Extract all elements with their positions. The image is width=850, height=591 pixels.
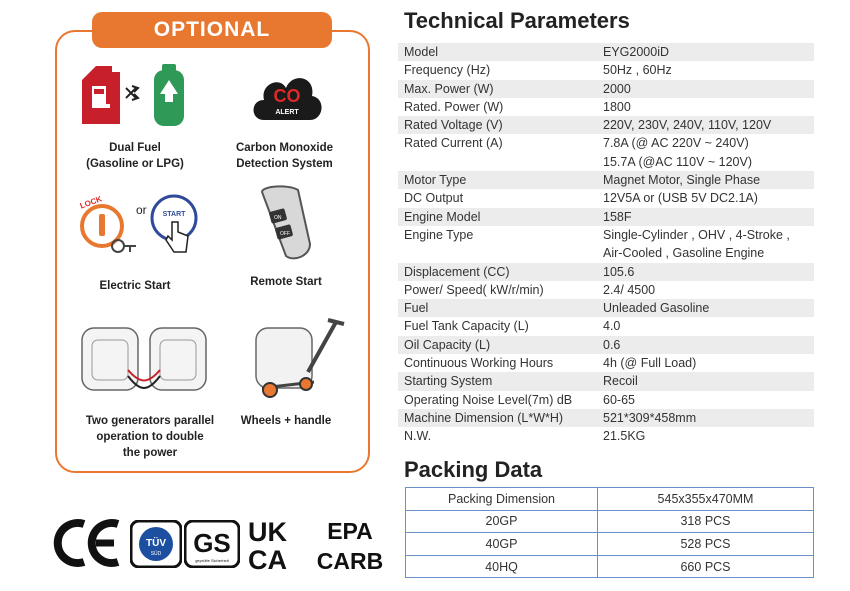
packing-value-cell: 528 PCS [598, 533, 814, 556]
packing-value-cell: 660 PCS [598, 555, 814, 578]
spec-row [398, 208, 814, 226]
spec-value: 1800 [603, 99, 631, 114]
ukca-text-uk: UK [248, 517, 287, 547]
packing-data-title: Packing Data [404, 457, 543, 482]
tech-params-title: Technical Parameters [404, 8, 630, 33]
spec-key: Rated Voltage (V) [404, 118, 503, 133]
spec-value: 220V, 230V, 240V, 110V, 120V [603, 118, 772, 133]
spec-value: 50Hz , 60Hz [603, 63, 672, 78]
spec-key: Model [404, 45, 439, 59]
start-text: START [162, 211, 186, 218]
spec-key [398, 153, 603, 171]
packing-value-cell: 318 PCS [598, 510, 814, 533]
feature-co-detection: Carbon Monoxide Detection System [235, 142, 334, 170]
spec-value: 60-65 [603, 392, 635, 407]
spec-value: 105.6 [603, 264, 635, 279]
spec-key: Rated. Power (W) [404, 99, 504, 114]
spec-value: 12V5A or (USB 5V DC2.1A) [603, 191, 758, 206]
spec-value: 15.7A (@AC 110V ~ 120V) [603, 154, 753, 169]
packing-label-cell: 40GP [406, 533, 598, 556]
spec-key: Motor Type [404, 173, 467, 188]
spec-row [398, 189, 814, 207]
gs-logo [184, 520, 240, 568]
spec-row [398, 153, 814, 171]
spec-table [398, 43, 814, 446]
spec-row [398, 134, 814, 152]
spec-key [398, 244, 603, 262]
spec-value: 158F [603, 209, 632, 224]
gs-text: GS [193, 528, 231, 558]
packing-label-cell: Packing Dimension [406, 488, 598, 511]
spec-value: Single-Cylinder , OHV , 4-Stroke , [603, 227, 790, 242]
remote-key-off: OFF [280, 231, 290, 237]
spec-value: EYG2000iD [603, 45, 670, 59]
spec-row [398, 244, 814, 262]
spec-key: Operating Noise Level(7m) dB [404, 392, 573, 407]
packing-row [406, 488, 814, 511]
spec-key: Fuel [404, 301, 429, 316]
electric-start-icon [74, 192, 204, 264]
spec-key: Frequency (Hz) [404, 63, 491, 78]
packing-row [406, 533, 814, 556]
feature-dual-fuel: Dual Fuel (Gasoline or LPG) [86, 142, 184, 170]
lock-text: LOCK [78, 194, 104, 211]
spec-key: DC Output [404, 191, 464, 206]
spec-row [398, 171, 814, 189]
spec-row [398, 391, 814, 409]
packing-label-cell: 20GP [406, 510, 598, 533]
packing-row [406, 510, 814, 533]
spec-key: Engine Type [404, 227, 474, 242]
spec-value: Recoil [603, 374, 638, 389]
feature-electric-start: Electric Start [99, 280, 171, 292]
spec-key: Fuel Tank Capacity (L) [404, 319, 529, 334]
spec-value: 21.5KG [603, 429, 646, 444]
spec-key: Displacement (CC) [404, 264, 510, 279]
spec-row [398, 427, 814, 445]
parallel-generators-icon [78, 318, 210, 400]
gs-sub-text: geprüfte Sicherheit [195, 558, 229, 563]
co-text: CO [273, 86, 301, 106]
spec-value: Magnet Motor, Single Phase [603, 173, 761, 188]
spec-key: Continuous Working Hours [404, 356, 554, 371]
spec-row [398, 409, 814, 427]
spec-row [398, 281, 814, 299]
spec-row [398, 354, 814, 372]
spec-value: Air-Cooled , Gasoline Engine [603, 246, 765, 261]
or-text: or [136, 203, 147, 217]
spec-key: Starting System [404, 374, 493, 389]
ukca-logo [248, 517, 304, 573]
optional-title: OPTIONAL [92, 12, 332, 48]
co-alert-icon [250, 66, 324, 122]
packing-label-cell: 40HQ [406, 555, 598, 578]
spec-row [398, 226, 814, 244]
spec-row [398, 336, 814, 354]
feature-remote-start: Remote Start [250, 276, 322, 288]
spec-row [398, 263, 814, 281]
remote-key-on: ON [274, 215, 282, 221]
spec-row [398, 98, 814, 116]
spec-row [398, 317, 814, 335]
dual-fuel-icon [78, 62, 198, 128]
packing-table [405, 487, 814, 578]
epa-carb-logo [312, 517, 388, 573]
spec-key: Rated Current (A) [404, 136, 503, 151]
feature-wheels-handle: Wheels + handle [240, 415, 332, 427]
spec-key: Machine Dimension (L*W*H) [404, 410, 564, 425]
wheels-handle-icon [248, 312, 352, 400]
spec-value: 521*309*458mm [603, 410, 697, 425]
spec-row [398, 116, 814, 134]
spec-value: 2.4/ 4500 [603, 282, 656, 297]
spec-key: Max. Power (W) [404, 81, 494, 96]
alert-text: ALERT [275, 109, 299, 116]
spec-key: Engine Model [404, 209, 481, 224]
spec-value: 0.6 [603, 337, 621, 352]
tuv-sud-logo [130, 520, 182, 568]
feature-parallel-operation: Two generators parallel operation to double the power [85, 415, 215, 459]
spec-row [398, 372, 814, 390]
spec-value: 4h (@ Full Load) [603, 356, 697, 371]
spec-row [398, 43, 814, 61]
packing-value-cell: 545x355x470MM [598, 488, 814, 511]
spec-row [398, 299, 814, 317]
spec-value: Unleaded Gasoline [603, 301, 710, 316]
tuv-text: TÜV [146, 538, 166, 549]
ce-mark-logo [52, 518, 124, 568]
packing-row [406, 555, 814, 578]
remote-control-icon [258, 184, 312, 264]
carb-text: CARB [316, 548, 384, 573]
spec-value: 7.8A (@ AC 220V ~ 240V) [603, 136, 749, 151]
spec-key: Oil Capacity (L) [404, 337, 491, 352]
spec-value: 2000 [603, 81, 631, 96]
spec-key: Power/ Speed( kW/r/min) [404, 282, 544, 297]
epa-text: EPA [327, 518, 373, 544]
spec-row [398, 80, 814, 98]
ukca-text-ca: CA [248, 545, 287, 573]
spec-row [398, 61, 814, 79]
spec-key: N.W. [404, 429, 432, 444]
spec-value: 4.0 [603, 319, 621, 334]
tuv-sub-text: SÜD [150, 551, 162, 557]
